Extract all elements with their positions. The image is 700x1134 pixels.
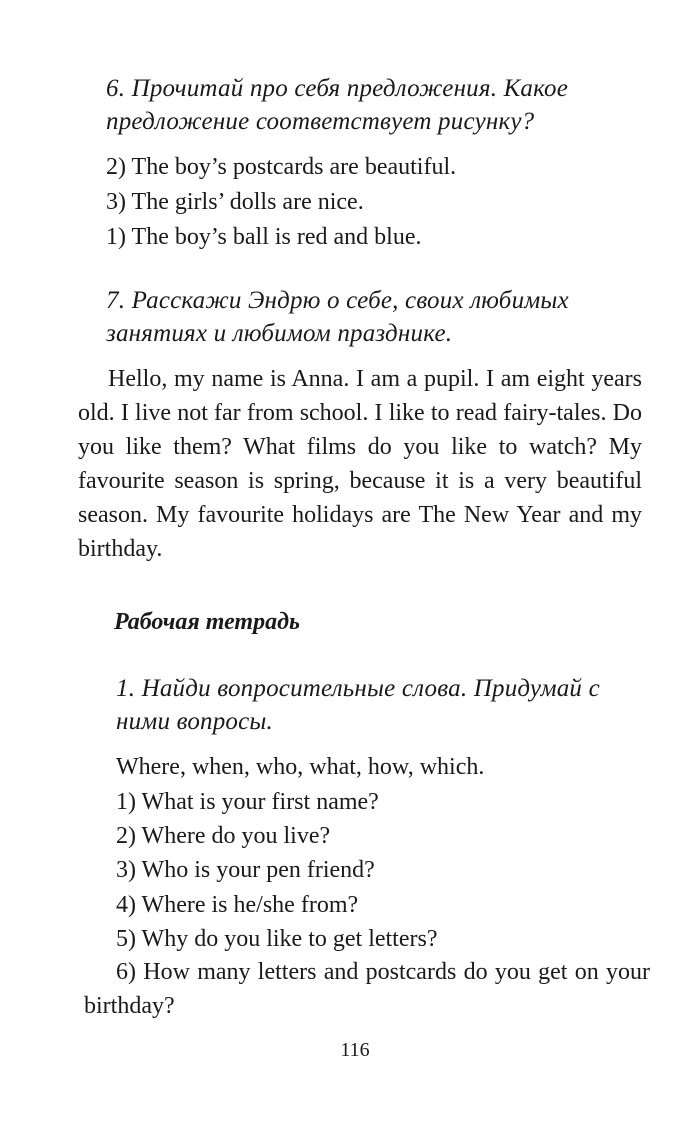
task-6-answer-3: 1) The boy’s ball is red and blue. bbox=[106, 224, 422, 250]
workbook-heading: Рабочая тетрадь bbox=[114, 609, 300, 635]
task-6-answer-2: 3) The girls’ dolls are nice. bbox=[106, 189, 364, 215]
question-words: Where, when, who, what, how, which. bbox=[116, 754, 485, 780]
task-6-answer-1: 2) The boy’s postcards are beautiful. bbox=[106, 154, 457, 180]
task-7-instruction: 7. Расскажи Эндрю о себе, своих любимых занятиях и любимом празднике. bbox=[106, 287, 569, 347]
task-6-instruction: 6. Прочитай про себя предложения. Какое предложение соответствует рисунку? bbox=[106, 75, 569, 135]
question-1: 1) What is your first name? bbox=[116, 789, 379, 815]
question-4: 4) Where is he/she from? bbox=[116, 892, 359, 918]
question-6: 6) How many letters and postcards do you get on your birthday? bbox=[84, 959, 650, 1019]
task-7-story: Hello, my name is Anna. I am a pupil. I am eight years old. I live not far from school. I like to read fairy-tales. Do you like them? What films do you like to watch? My favourite season is spring, because it is a very beautiful season. My favourite holidays are The New Year and my birthday. bbox=[78, 366, 642, 562]
question-5: 5) Why do you like to get letters? bbox=[116, 926, 438, 952]
workbook-task-1-instruction: 1. Найди вопросительные слова. Придумай с ними вопросы. bbox=[116, 675, 600, 735]
page-number: 116 bbox=[340, 1039, 370, 1061]
question-3: 3) Who is your pen friend? bbox=[116, 857, 375, 883]
question-2: 2) Where do you live? bbox=[116, 823, 331, 849]
